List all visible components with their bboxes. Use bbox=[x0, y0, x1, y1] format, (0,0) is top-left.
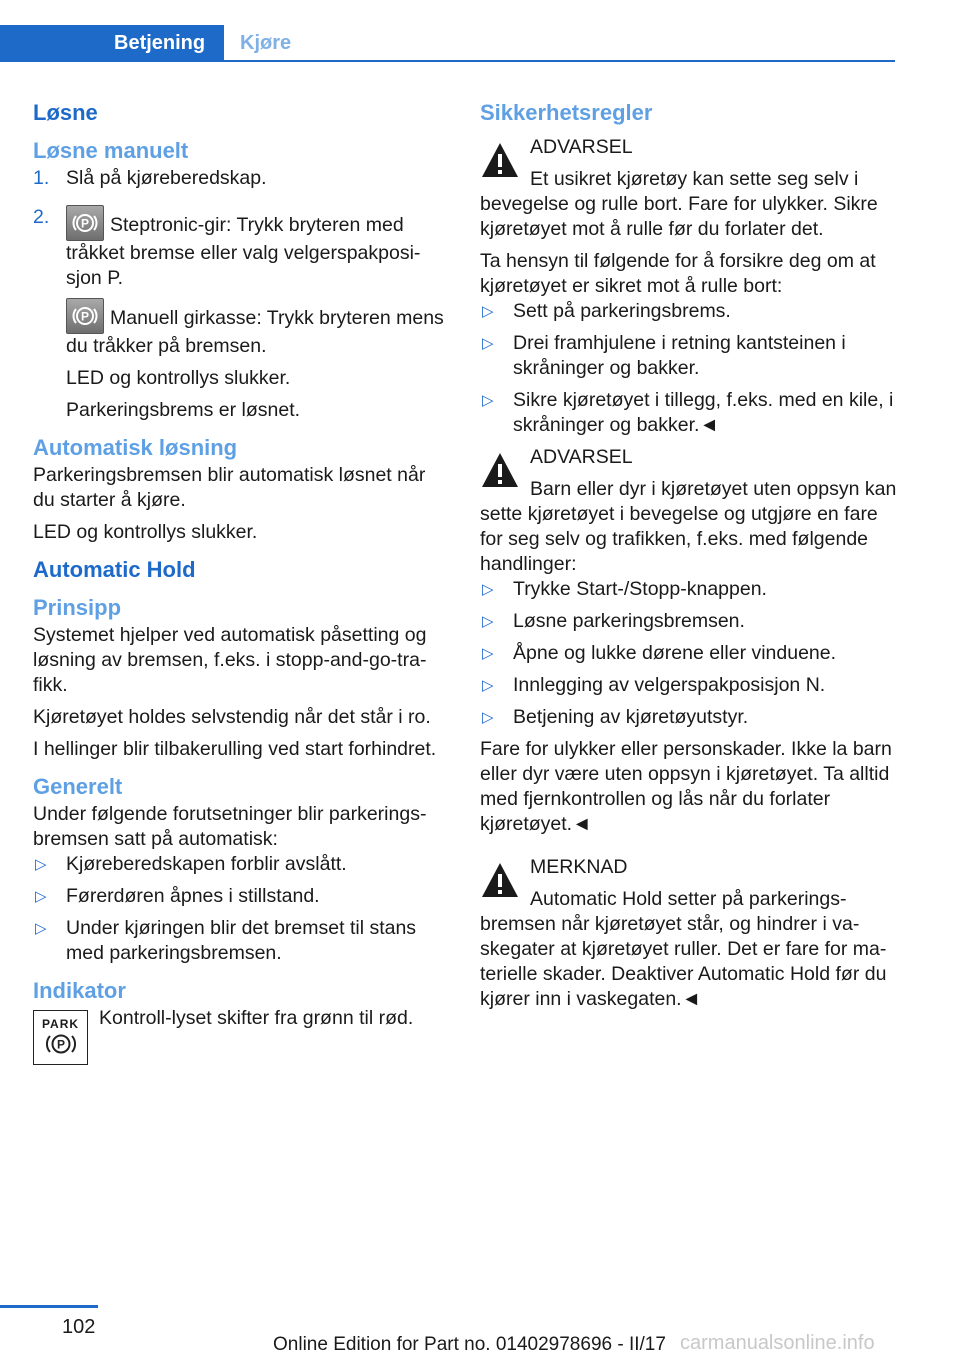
indicator-text: Kontroll-lyset skifter fra grønn til rød. bbox=[99, 1007, 414, 1029]
list-item bbox=[480, 299, 898, 324]
unattended-actions-list bbox=[480, 577, 898, 730]
list-item bbox=[480, 673, 898, 698]
heading-sikkerhetsregler: Sikkerhetsregler bbox=[480, 100, 653, 125]
bullet-triangle-icon: ▷ bbox=[35, 888, 47, 905]
step-1 bbox=[33, 166, 448, 191]
warning-text: Et usikret kjøretøy kan sette seg selv i bevegelse og rulle bort. Fare for ulykker. Sikre kjøretøyet mot å rulle før du forlater det. bbox=[480, 168, 878, 240]
list-item-text: Kjøreberedskapen forblir avslått. bbox=[66, 853, 347, 875]
parking-brake-button-icon bbox=[66, 298, 104, 334]
warning-title: ADVARSEL bbox=[530, 136, 633, 158]
note-text: Automatic Hold setter på parkeringsbremsen når kjøretøyet står, og hindrer i vaskegater at kjøretøyet ruller. Det er fare for materielle skader. Deaktiver Automatic Hold før du kjører inn i vaskegaten.◄ bbox=[480, 888, 887, 1010]
list-item-text: Førerdøren åpnes i stillstand. bbox=[66, 885, 320, 907]
list-item bbox=[480, 641, 898, 666]
warning-title: ADVARSEL bbox=[530, 446, 633, 468]
park-indicator-icon bbox=[33, 1010, 88, 1065]
list-item bbox=[480, 609, 898, 634]
list-item-text: Under kjøringen blir det bremset til stans med parkeringsbremsen. bbox=[66, 917, 417, 964]
list-item bbox=[480, 577, 898, 602]
step-2 bbox=[33, 205, 448, 423]
tab-betjening[interactable]: Betjening bbox=[0, 25, 224, 62]
warning-text: Barn eller dyr i kjøretøyet uten oppsyn kan sette kjøretøyet i bevegelse og utgjøre en fare for seg selv og trafikken, f.eks. med følgende handlinger: bbox=[480, 478, 897, 575]
watermark: carmanualsonline.info bbox=[680, 1332, 875, 1354]
svg-text:P: P bbox=[56, 1037, 65, 1052]
list-item bbox=[480, 388, 898, 438]
warning-triangle-icon bbox=[480, 450, 520, 490]
parking-brake-button-icon bbox=[66, 205, 104, 241]
brake-released-text: Parkeringsbrems er løsnet. bbox=[66, 399, 301, 421]
park-label: PARK bbox=[41, 1017, 80, 1031]
list-item-text: Sett på parkeringsbrems. bbox=[513, 300, 731, 322]
release-steps bbox=[33, 166, 448, 423]
warning-triangle-icon bbox=[480, 140, 520, 180]
principle-text-1: Systemet hjelper ved automatisk påsetting og løsning av bremsen, f.eks. i stopp-and-go-trafikk. bbox=[33, 624, 427, 696]
principle-text-2: Kjøretøyet holdes selvstendig når det står i ro. bbox=[33, 706, 431, 728]
chapter-tabbar bbox=[0, 25, 895, 62]
list-item bbox=[33, 852, 448, 877]
list-item bbox=[33, 884, 448, 909]
bullet-triangle-icon: ▷ bbox=[482, 581, 494, 598]
bullet-triangle-icon: ▷ bbox=[482, 709, 494, 726]
step-text: Slå på kjøreberedskap. bbox=[66, 167, 267, 189]
warning-block-1 bbox=[480, 135, 898, 242]
bullet-triangle-icon: ▷ bbox=[482, 677, 494, 694]
list-item-text: Betjening av kjøretøyutstyr. bbox=[513, 706, 749, 728]
general-text: Under følgende forutsetninger blir parkeringsbremsen satt på automatisk: bbox=[33, 803, 427, 850]
heading-losne: Løsne bbox=[33, 100, 98, 125]
list-item-text: Åpne og lukke dørene eller vinduene. bbox=[513, 642, 837, 664]
warning-triangle-icon bbox=[480, 860, 520, 900]
step-text: Steptronic-gir: Trykk bryteren med tråkket bremse eller valg velgerspakposisjon P. bbox=[66, 214, 421, 289]
general-conditions-list bbox=[33, 852, 448, 966]
manual-gearbox-note bbox=[66, 298, 448, 359]
left-column bbox=[33, 98, 448, 1071]
secure-vehicle-text: Ta hensyn til følgende for å forsikre deg om at kjøretøyet er sikret mot å rulle bort: bbox=[480, 250, 876, 297]
heading-automatic-hold: Automatic Hold bbox=[33, 557, 196, 582]
tabbar-underline bbox=[0, 60, 895, 62]
page-number: 102 bbox=[62, 1316, 96, 1338]
indicator-block bbox=[33, 1006, 448, 1052]
heading-prinsipp: Prinsipp bbox=[33, 595, 122, 620]
list-item bbox=[480, 705, 898, 730]
led-off-text: LED og kontrollys slukker. bbox=[66, 367, 291, 389]
bullet-triangle-icon: ▷ bbox=[35, 920, 47, 937]
note-block bbox=[480, 855, 898, 1012]
list-item bbox=[480, 331, 898, 381]
note-title: MERKNAD bbox=[530, 856, 628, 878]
bullet-triangle-icon: ▷ bbox=[482, 392, 494, 409]
heading-indikator: Indikator bbox=[33, 978, 126, 1003]
auto-release-led-text: LED og kontrollys slukker. bbox=[33, 521, 258, 543]
list-item-text: Løsne parkeringsbremsen. bbox=[513, 610, 745, 632]
bullet-triangle-icon: ▷ bbox=[482, 335, 494, 352]
secure-vehicle-list bbox=[480, 299, 898, 438]
list-item-text: Drei framhjulene i retning kantsteinen i skråninger og bakker. bbox=[513, 332, 846, 379]
list-item-text: Sikre kjøretøyet i tillegg, f.eks. med en kile, i skråninger og bakker.◄ bbox=[513, 389, 894, 436]
right-column bbox=[480, 98, 898, 1012]
edition-footer: Online Edition for Part no. 01402978696 - II/17 bbox=[273, 1334, 666, 1355]
list-item-text: Innlegging av velgerspakposisjon N. bbox=[513, 674, 826, 696]
manual-gearbox-text: Manuell girkasse: Trykk bryteren mens du tråkker på bremsen. bbox=[66, 307, 444, 357]
tab-kjore[interactable]: Kjøre bbox=[240, 32, 292, 54]
hazard-text: Fare for ulykker eller personskader. Ikke la barn eller dyr være uten oppsyn i kjøretøyet. Ta alltid med fjernkontrollen og lås når du forlater kjøretøyet.◄ bbox=[480, 738, 892, 835]
heading-generelt: Generelt bbox=[33, 774, 123, 799]
bullet-triangle-icon: ▷ bbox=[482, 303, 494, 320]
heading-automatisk-losning: Automatisk løsning bbox=[33, 435, 238, 460]
bullet-triangle-icon: ▷ bbox=[482, 645, 494, 662]
list-item-text: Trykke Start-/Stopp-knappen. bbox=[513, 578, 767, 600]
heading-losne-manuelt: Løsne manuelt bbox=[33, 138, 189, 163]
page-number-rule bbox=[0, 1305, 98, 1308]
bullet-triangle-icon: ▷ bbox=[35, 856, 47, 873]
svg-text:P: P bbox=[80, 216, 90, 231]
principle-text-3: I hellinger blir tilbakerulling ved start forhindret. bbox=[33, 738, 437, 760]
step-number: 2. bbox=[33, 206, 50, 228]
warning-block-2 bbox=[480, 445, 898, 577]
auto-release-text: Parkeringsbremsen blir automatisk løsnet når du starter å kjøre. bbox=[33, 464, 426, 511]
bullet-triangle-icon: ▷ bbox=[482, 613, 494, 630]
list-item bbox=[33, 916, 448, 966]
step-number: 1. bbox=[33, 167, 50, 189]
svg-text:P: P bbox=[80, 309, 90, 324]
